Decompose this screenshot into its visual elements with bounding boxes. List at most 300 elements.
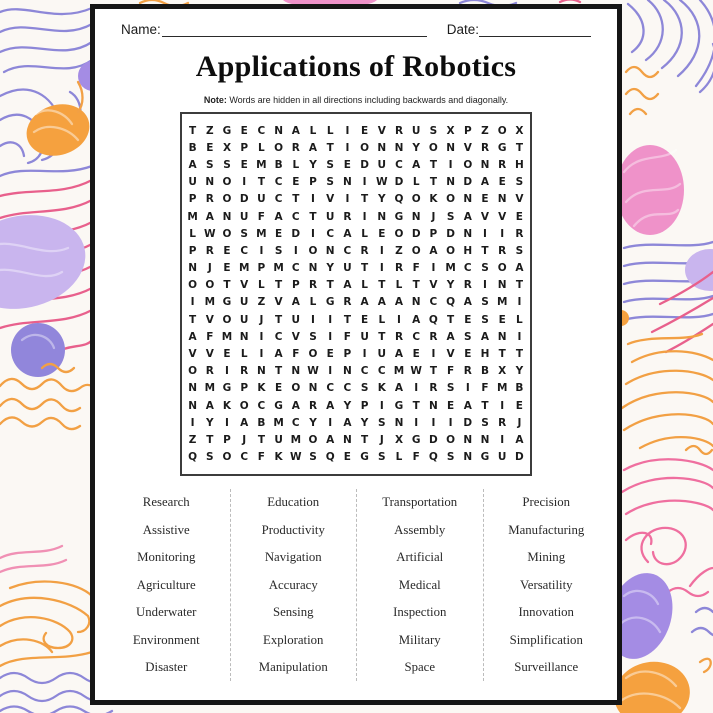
word-item: Navigation xyxy=(264,550,322,564)
grid-letter: A xyxy=(326,399,335,412)
grid-letter: S xyxy=(446,382,455,395)
grid-letter: T xyxy=(326,141,334,154)
grid-letter: V xyxy=(480,210,490,223)
grid-letter: I xyxy=(259,244,264,257)
grid-letter: T xyxy=(223,279,231,292)
word-item: Assembly xyxy=(394,522,446,537)
grid-letter: R xyxy=(394,262,404,275)
grid-letter: R xyxy=(463,365,472,378)
grid-letter: E xyxy=(343,158,351,171)
grid-letter: M xyxy=(393,365,405,378)
grid-letter: I xyxy=(259,348,264,361)
grid-letter: S xyxy=(481,262,489,275)
grid-letter: P xyxy=(429,227,438,240)
grid-letter: F xyxy=(257,210,265,223)
grid-letter: A xyxy=(308,141,318,154)
grid-letter: I xyxy=(465,382,470,395)
grid-letter: N xyxy=(205,176,215,189)
grid-letter: U xyxy=(274,433,283,446)
grid-letter: O xyxy=(308,433,318,446)
grid-letter: X xyxy=(446,124,455,137)
grid-letter: E xyxy=(498,313,506,326)
grid-letter: E xyxy=(515,210,523,223)
grid-letter: E xyxy=(206,141,214,154)
grid-letter: O xyxy=(222,193,232,206)
grid-letter: I xyxy=(311,227,315,240)
grid-letter: N xyxy=(446,176,455,189)
grid-letter: C xyxy=(326,382,335,395)
word-item: Education xyxy=(267,495,320,509)
grid-letter: D xyxy=(411,227,421,240)
grid-letter: I xyxy=(431,416,436,429)
word-item: Manufacturing xyxy=(508,522,585,537)
grid-letter: S xyxy=(464,330,472,343)
grid-letter: E xyxy=(481,193,489,206)
word-item: Artificial xyxy=(396,550,444,564)
grid-letter: A xyxy=(463,296,472,309)
grid-letter: Z xyxy=(205,124,214,137)
grid-letter: L xyxy=(258,279,265,292)
grid-letter: M xyxy=(238,262,250,275)
grid-letter: T xyxy=(361,262,369,275)
grid-letter: J xyxy=(517,416,522,429)
grid-letter: X xyxy=(498,365,507,378)
grid-letter: Y xyxy=(205,416,214,429)
grid-letter: R xyxy=(308,399,318,412)
grid-letter: T xyxy=(292,193,300,206)
grid-letter: A xyxy=(360,296,369,309)
grid-letter: K xyxy=(222,399,232,412)
grid-letter: M xyxy=(273,416,284,429)
grid-letter: O xyxy=(291,382,301,395)
grid-letter: N xyxy=(394,416,404,429)
grid-letter: R xyxy=(205,244,214,257)
grid-letter: N xyxy=(497,279,507,292)
grid-letter: E xyxy=(240,158,248,171)
grid-letter: E xyxy=(464,348,472,361)
word-item: Surveillance xyxy=(514,660,579,674)
grid-letter: K xyxy=(377,382,386,395)
grid-letter: M xyxy=(273,262,284,275)
grid-letter: I xyxy=(242,176,247,189)
grid-letter: G xyxy=(480,451,490,464)
grid-letter: T xyxy=(378,330,386,343)
grid-letter: I xyxy=(483,227,487,240)
grid-letter: R xyxy=(515,227,524,240)
grid-letter: I xyxy=(500,227,505,240)
grid-letter: E xyxy=(378,227,386,240)
grid-letter: Q xyxy=(428,451,438,464)
grid-letter: O xyxy=(446,193,456,206)
grid-letter: S xyxy=(446,210,455,223)
grid-letter: Y xyxy=(309,416,317,429)
grid-letter: T xyxy=(343,313,351,326)
word-search-grid xyxy=(180,112,532,476)
grid-letter: N xyxy=(188,382,197,395)
grid-letter: Y xyxy=(515,365,524,378)
grid-letter: O xyxy=(463,158,473,171)
grid-letter: I xyxy=(225,365,229,378)
grid-letter: O xyxy=(188,365,198,378)
grid-letter: C xyxy=(240,451,249,464)
grid-letter: R xyxy=(498,416,507,429)
grid-letter: E xyxy=(275,382,283,395)
grid-letter: A xyxy=(412,313,421,326)
grid-letter: A xyxy=(412,158,421,171)
grid-letter: O xyxy=(222,313,232,326)
grid-letter: C xyxy=(291,416,300,429)
grid-letter: I xyxy=(345,193,350,206)
grid-letter: N xyxy=(343,433,352,446)
grid-letter: V xyxy=(205,313,214,326)
grid-letter: C xyxy=(377,365,386,378)
grid-letter: L xyxy=(395,279,403,292)
word-item: Exploration xyxy=(263,632,324,647)
grid-letter: A xyxy=(188,158,197,171)
grid-letter: R xyxy=(394,124,404,137)
word-column xyxy=(230,489,357,682)
grid-letter: I xyxy=(500,433,505,446)
grid-letter: B xyxy=(274,158,283,171)
grid-letter: E xyxy=(223,348,231,361)
grid-letter: L xyxy=(326,124,334,137)
grid-letter: V xyxy=(291,330,300,343)
grid-letter: N xyxy=(463,193,473,206)
grid-letter: N xyxy=(188,262,197,275)
grid-letter: N xyxy=(343,176,352,189)
grid-letter: I xyxy=(431,262,436,275)
grid-letter: F xyxy=(206,330,214,343)
grid-letter: T xyxy=(189,313,197,326)
grid-letter: I xyxy=(311,193,315,206)
grid-letter: W xyxy=(289,451,302,464)
grid-letter: T xyxy=(189,124,197,137)
grid-letter: U xyxy=(188,176,197,189)
grid-letter: O xyxy=(497,124,507,137)
header-row xyxy=(121,21,591,37)
grid-letter: A xyxy=(446,330,455,343)
grid-letter: C xyxy=(291,210,300,223)
grid-letter: O xyxy=(222,227,232,240)
grid-letter: S xyxy=(309,330,317,343)
grid-letter: C xyxy=(360,365,369,378)
grid-letter: A xyxy=(274,348,283,361)
grid-letter: I xyxy=(517,330,522,343)
orange-contours-right xyxy=(622,351,713,454)
grid-letter: N xyxy=(343,365,352,378)
grid-letter: V xyxy=(205,348,214,361)
grid-letter: L xyxy=(361,279,368,292)
grid-letter: R xyxy=(498,158,507,171)
grid-letter: O xyxy=(411,244,421,257)
grid-letter: U xyxy=(497,451,507,464)
grid-letter: M xyxy=(256,227,267,240)
grid-letter: O xyxy=(239,399,249,412)
grid-letter: G xyxy=(411,433,421,446)
grid-letter: L xyxy=(516,313,523,326)
grid-letter: I xyxy=(379,244,384,257)
grid-letter: R xyxy=(498,244,507,257)
grid-letter: I xyxy=(414,416,419,429)
grid-letter: S xyxy=(515,176,524,189)
grid-letter: W xyxy=(410,365,422,378)
grid-letter: V xyxy=(446,348,455,361)
grid-letter: E xyxy=(515,399,523,412)
grid-letter: D xyxy=(429,433,438,446)
word-item: Monitoring xyxy=(137,550,196,564)
grid-letter: I xyxy=(448,158,453,171)
name-label: Name: xyxy=(121,22,161,37)
grid-letter: M xyxy=(445,262,456,275)
grid-letter: O xyxy=(308,348,318,361)
grid-letter: S xyxy=(360,382,369,395)
word-item: Manipulation xyxy=(258,660,328,674)
grid-letter: N xyxy=(222,210,232,223)
grid-letter: I xyxy=(190,416,195,429)
grid-letter: R xyxy=(463,279,472,292)
grid-letter: A xyxy=(463,399,472,412)
grid-letter: Y xyxy=(309,158,317,171)
grid-letter: V xyxy=(429,279,438,292)
grid-letter: D xyxy=(239,193,249,206)
word-column xyxy=(356,489,483,682)
grid-letter: J xyxy=(379,433,384,446)
grid-letter: D xyxy=(446,227,455,240)
grid-letter: Q xyxy=(325,451,335,464)
grid-letter: T xyxy=(257,433,265,446)
grid-letter: I xyxy=(379,262,384,275)
grid-letter: C xyxy=(412,330,421,343)
grid-letter: J xyxy=(431,210,436,223)
grid-letter: U xyxy=(377,348,387,361)
grid-letter: J xyxy=(259,313,264,326)
word-item: Sensing xyxy=(272,605,314,619)
date-label: Date: xyxy=(446,22,479,37)
grid-letter: O xyxy=(446,244,456,257)
word-item: Precision xyxy=(522,495,571,509)
grid-letter: H xyxy=(480,348,490,361)
grid-letter: N xyxy=(394,141,404,154)
grid-letter: A xyxy=(343,416,352,429)
grid-letter: S xyxy=(446,451,455,464)
grid-letter: W xyxy=(203,227,216,240)
grid-letter: I xyxy=(328,330,333,343)
grid-letter: U xyxy=(377,158,387,171)
grid-letter: E xyxy=(223,244,231,257)
grid-letter: E xyxy=(412,348,420,361)
grid-letter: P xyxy=(360,399,369,412)
grid-letter: I xyxy=(190,296,195,309)
grid-letter: V xyxy=(274,296,283,309)
grid-letter: E xyxy=(361,313,369,326)
grid-letter: B xyxy=(257,416,266,429)
grid-letter: O xyxy=(428,141,438,154)
grid-letter: V xyxy=(463,141,472,154)
grid-letter: N xyxy=(463,433,473,446)
grid-letter: N xyxy=(480,433,490,446)
grid-letter: R xyxy=(205,365,214,378)
grid-letter: E xyxy=(343,451,351,464)
grid-letter: Q xyxy=(394,193,404,206)
grid-letter: T xyxy=(429,176,437,189)
grid-letter: I xyxy=(431,348,436,361)
grid-letter: F xyxy=(343,330,351,343)
grid-letter: T xyxy=(309,210,317,223)
grid-letter: D xyxy=(360,158,369,171)
grid-letter: X xyxy=(222,141,232,154)
grid-letter: Q xyxy=(188,451,198,464)
grid-letter: R xyxy=(308,279,318,292)
grid-letter: A xyxy=(463,210,472,223)
grid-letter: N xyxy=(377,141,387,154)
grid-letter: G xyxy=(394,210,404,223)
date-fill-line xyxy=(479,21,591,37)
grid-letter: N xyxy=(411,296,421,309)
grid-letter: T xyxy=(447,313,455,326)
grid-letter: L xyxy=(258,141,265,154)
grid-letter: A xyxy=(205,210,214,223)
grid-letter: N xyxy=(257,365,266,378)
grid-letter: P xyxy=(240,382,249,395)
grid-letter: M xyxy=(187,210,198,223)
grid-letter: S xyxy=(429,124,438,137)
grid-letter: N xyxy=(480,158,490,171)
grid-letter: R xyxy=(291,141,300,154)
word-item: Versatility xyxy=(519,577,573,592)
grid-letter: A xyxy=(240,416,249,429)
grid-letter: E xyxy=(292,176,300,189)
grid-letter: D xyxy=(463,176,473,189)
grid-letter: H xyxy=(463,244,473,257)
grid-letter: N xyxy=(497,330,507,343)
grid-letter: N xyxy=(291,365,301,378)
worksheet-page xyxy=(90,4,622,705)
grid-letter: I xyxy=(328,365,333,378)
grid-letter: O xyxy=(274,141,284,154)
page-title: Applications of Robotics xyxy=(195,50,517,83)
word-item: Underwater xyxy=(136,605,197,619)
grid-letter: U xyxy=(360,330,369,343)
grid-letter: U xyxy=(291,313,301,326)
grid-letter: I xyxy=(328,416,333,429)
grid-letter: P xyxy=(463,124,472,137)
grid-letter: T xyxy=(275,279,283,292)
grid-letter: P xyxy=(309,176,317,189)
grid-letter: P xyxy=(188,193,197,206)
grid-letter: O xyxy=(446,433,456,446)
grid-letter: G xyxy=(360,451,369,464)
grid-letter: G xyxy=(394,399,404,412)
grid-letter: T xyxy=(515,141,523,154)
grid-letter: Z xyxy=(481,124,489,137)
grid-letter: O xyxy=(497,262,507,275)
word-item: Environment xyxy=(132,632,200,647)
grid-letter: T xyxy=(429,365,437,378)
grid-letter: T xyxy=(275,365,283,378)
grid-letter: B xyxy=(515,382,524,395)
grid-letter: L xyxy=(309,124,317,137)
grid-letter: T xyxy=(498,348,506,361)
grid-letter: I xyxy=(379,399,384,412)
grid-letter: L xyxy=(189,227,196,240)
grid-letter: E xyxy=(223,262,231,275)
grid-letter: F xyxy=(292,348,300,361)
pink-spirals-right xyxy=(622,459,713,596)
grid-letter: N xyxy=(446,141,455,154)
grid-letter: O xyxy=(188,279,198,292)
grid-letter: T xyxy=(515,279,523,292)
grid-letter: E xyxy=(240,124,248,137)
grid-letter: M xyxy=(256,158,267,171)
grid-letter: V xyxy=(515,193,524,206)
grid-letter: L xyxy=(309,296,317,309)
grid-letter: R xyxy=(360,244,369,257)
grid-letter: G xyxy=(274,399,283,412)
grid-letter: S xyxy=(240,227,248,240)
grid-letter: C xyxy=(257,399,266,412)
grid-letter: N xyxy=(463,227,473,240)
grid-letter: G xyxy=(325,296,335,309)
grid-letter: S xyxy=(326,176,334,189)
grid-letter: C xyxy=(343,244,352,257)
word-item: Disaster xyxy=(145,660,188,674)
grid-letter: L xyxy=(292,158,300,171)
grid-letter: T xyxy=(412,399,420,412)
word-item: Transportation xyxy=(382,495,458,509)
grid-letter: K xyxy=(429,193,438,206)
grid-letter: T xyxy=(481,399,489,412)
grid-letter: I xyxy=(311,313,315,326)
grid-letter: G xyxy=(222,296,232,309)
grid-letter: O xyxy=(308,244,318,257)
grid-letter: C xyxy=(274,330,283,343)
grid-letter: I xyxy=(259,330,264,343)
grid-letter: M xyxy=(221,330,233,343)
grid-letter: T xyxy=(412,279,420,292)
word-item: Medical xyxy=(398,577,441,592)
grid-letter: F xyxy=(257,451,265,464)
grid-letter: O xyxy=(222,451,232,464)
grid-letter: Y xyxy=(446,279,455,292)
grid-letter: I xyxy=(293,244,298,257)
grid-letter: I xyxy=(448,416,453,429)
grid-letter: M xyxy=(204,382,216,395)
word-item: Simplification xyxy=(509,632,583,647)
grid-letter: E xyxy=(464,313,472,326)
grid-letter: S xyxy=(223,158,231,171)
grid-letter: A xyxy=(394,348,404,361)
word-item: Assistive xyxy=(142,522,190,537)
contour-lines-top-right xyxy=(628,0,713,92)
grid-letter: P xyxy=(240,141,249,154)
note-text: Words are hidden in all directions including backwards and diagonally. xyxy=(226,95,509,105)
grid-letter: Q xyxy=(446,296,456,309)
grid-letter: S xyxy=(309,451,317,464)
grid-letter: R xyxy=(240,365,249,378)
grid-letter: R xyxy=(343,210,352,223)
grid-letter: S xyxy=(481,313,489,326)
grid-letter: T xyxy=(326,279,334,292)
grid-letter: A xyxy=(429,244,438,257)
grid-letter: L xyxy=(395,451,403,464)
word-item: Military xyxy=(398,632,441,647)
grid-letter: A xyxy=(343,279,352,292)
grid-letter: T xyxy=(257,176,265,189)
grid-letter: C xyxy=(240,244,249,257)
grid-letter: I xyxy=(397,313,401,326)
grid-letter: I xyxy=(345,124,350,137)
grid-letter: Z xyxy=(395,244,403,257)
